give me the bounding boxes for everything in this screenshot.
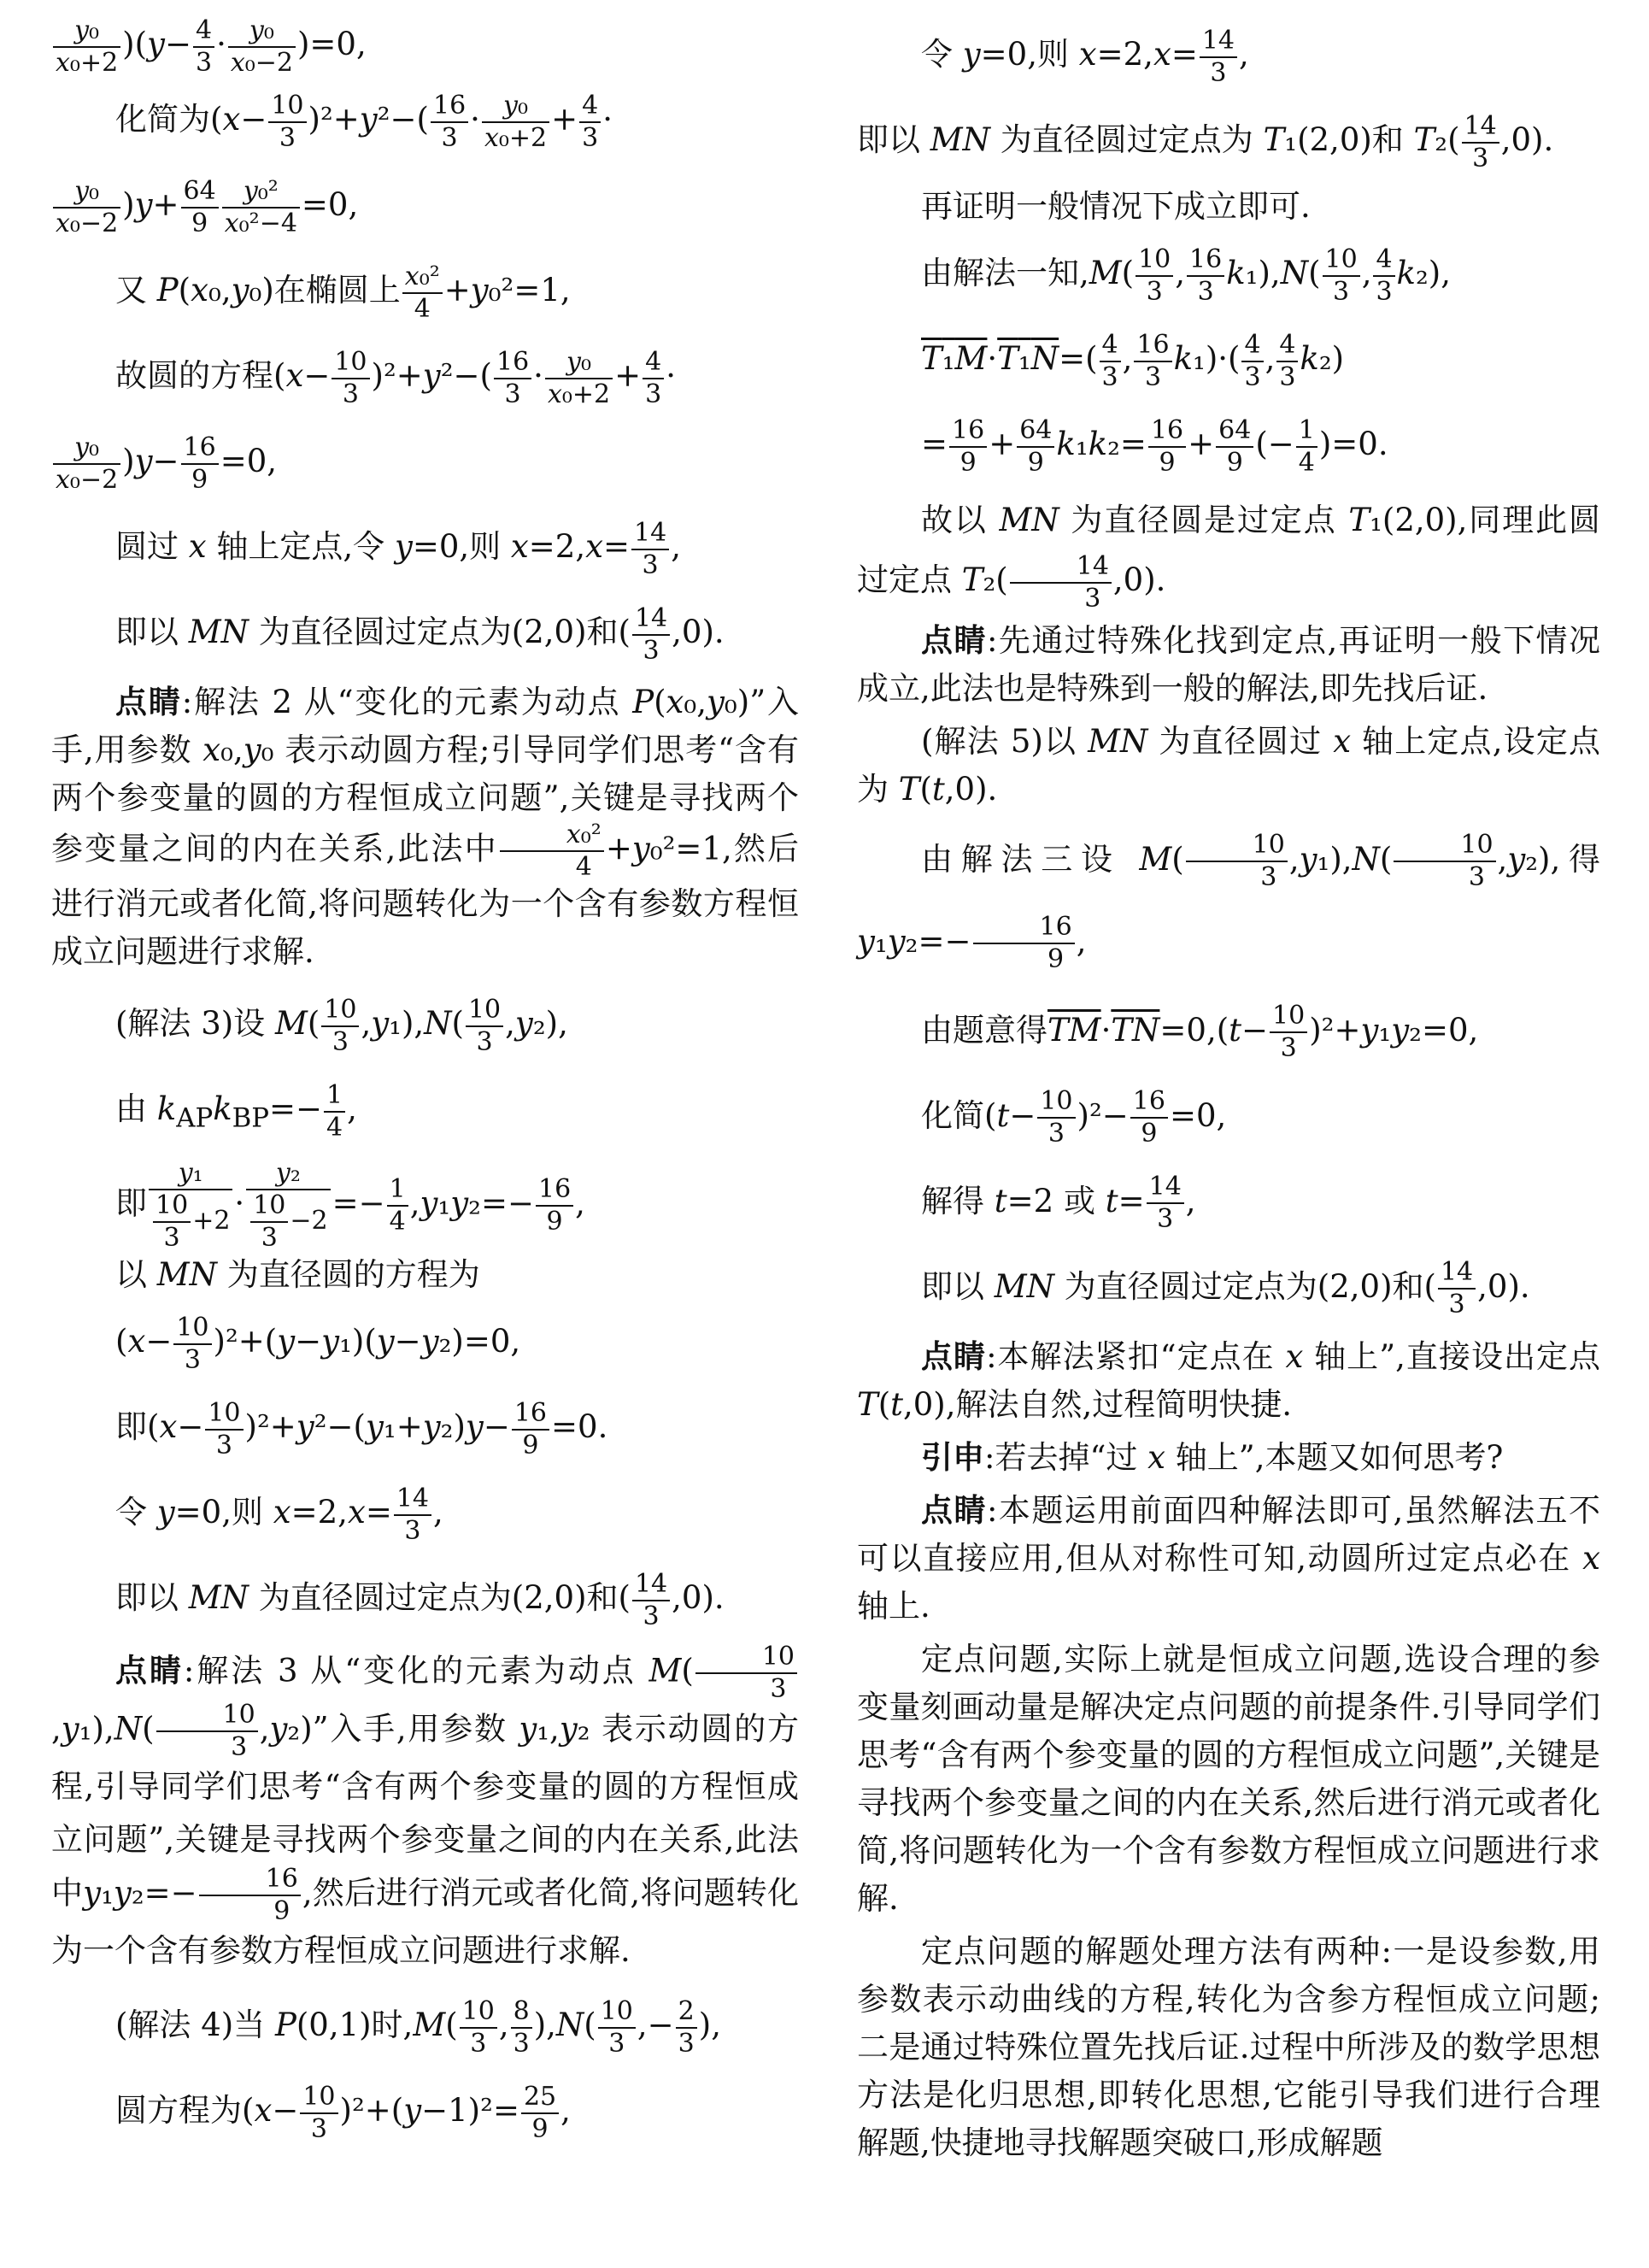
equation-line: (解法 3)设 M( $\frac{10}{3}$ ,y₁),N( $\frac{10}{3}$ ,y₂), (115, 994, 568, 1057)
equation-line: $\frac{\text{y₀}}{\text{x₀−2}}$ )y+ $\frac{64}{9}$ $\frac{\text{y₀²}}{\text{x₀²−4}}$ =0, (51, 162, 799, 248)
equation-line: 化简为(x− $\frac{10}{3}$ )²+y²−( $\frac{16}{3}$ · $\frac{\text{y₀}}{\text{x₀+2}}$ + $\frac{4}{3}$ · (115, 90, 613, 153)
equation-line: 圆方程为(x− $\frac{10}{3}$ )²+(y−1)²= $\frac{25}{9}$ , (115, 2081, 571, 2144)
equation-line: = $\frac{16}{9}$ + $\frac{64}{9}$ k₁k₂= $\frac{16}{9}$ + $\frac{64}{9}$ (− $\frac{1}{4}$ )=0. (921, 414, 1388, 478)
comment-label: 点睛 (115, 684, 182, 720)
equation-line: 即(x− $\frac{10}{3}$ )²+y²−(y₁+y₂)y− $\frac{16}{9}$ =0. (115, 1397, 608, 1460)
comment-paragraph: 点睛:解法 2 从“变化的元素为动点 P(x₀,y₀)”入手,用参数 x₀,y₀ 表示动圆方程;引导同学们思考“含有两个参变量的圆的方程恒成立问题”,关键是寻找两个参变量之间的内在关系,此法中 $\frac{\text{x₀²}}{4}$ +y₀²=1,然后进行消元或者化简,将问题转化为一个含有参数方程恒成立问题进行求解. (51, 684, 799, 970)
right-column (857, 12, 1600, 2172)
comment-label: 点睛 (921, 1491, 987, 1529)
equation-line: (解法 4)当 P(0,1)时,M( $\frac{10}{3}$ , $\frac{8}{3}$ ),N( $\frac{10}{3}$ ,− $\frac{2}{3}$ ), (115, 1995, 721, 2059)
comment-label: 点睛 (921, 621, 987, 659)
equation-line: 又 P(x₀,y₀)在椭圆上 $\frac{\text{x₀²}}{4}$ +y₀²=1, (115, 261, 571, 324)
summary-paragraph: 定点问题,实际上就是恒成立问题,选设合理的参变量刻画动量是解决定点问题的前提条件.引导同学们思考“含有两个参变量的圆的方程恒成立问题”,关键是寻找两个参变量之间的内在关系,然后进行消元或者化简,将问题转化为一个含有参数方程恒成立问题进行求解. (857, 1640, 1600, 1917)
equation-line: 由 $k_{AP}k_{BP}=-$ $\frac{1}{4}$ , (115, 1079, 357, 1143)
comment-paragraph: 点睛:本解法紧扣“定点在 x 轴上”,直接设出定点 T(t,0),解法自然,过程简明快捷. (857, 1337, 1601, 1423)
left-column (51, 12, 799, 2153)
comment-paragraph: 点睛:解法 3 从“变化的元素为动点 M( $\frac{10}{3}$ ,y₁),N( $\frac{10}{3}$ ,y₂)”入手,用参数 y₁,y₂ 表示动圆的方程,引导同学们思考“含有两个参变量的圆的方程恒成立问题”,关键是寻找两个参变量之间的内在关系,此法中y₁y₂=− $\frac{16}{9}$ ,然后进行消元或者化简,将问题转化为一个含有参数方程恒成立问题进行求解. (51, 1642, 799, 1970)
comment-label: 点睛 (921, 1337, 987, 1375)
text-line: 再证明一般情况下成立即可. (921, 188, 1311, 225)
equation-line: 令 y=0,则 x=2,x= $\frac{14}{3}$ , (921, 25, 1249, 88)
equation-line: 圆过 x 轴上定点,令 y=0,则 x=2,x= $\frac{14}{3}$ , (115, 517, 681, 580)
summary-paragraph: 定点问题的解题处理方法有两种:一是设参数,用参数表示动曲线的方程,转化为含参方程恒成立问题;二是通过特殊位置先找后证.过程中所涉及的数学思想方法是化归思想,即转化思想,它能引导我们进行合理解题,快捷地寻找解题突破口,形成解题 (857, 1932, 1600, 2161)
equation-line: T₁M·T₁N=( $\frac{4}{3}$ , $\frac{16}{3}$ k₁)·( $\frac{4}{3}$ , $\frac{4}{3}$ k₂) (921, 329, 1345, 392)
equation-line: 令 y=0,则 x=2,x= $\frac{14}{3}$ , (115, 1483, 443, 1546)
equation-line: $\frac{\text{y₀}}{\text{x₀+2}}$ )(y− $\frac{4}{3}$ · $\frac{\text{y₀}}{\text{x₀−2}}$ )=0, (51, 12, 799, 77)
equation-line: 由解法一知,M( $\frac{10}{3}$ , $\frac{16}{3}$ k₁),N( $\frac{10}{3}$ , $\frac{4}{3}$ k₂), (921, 244, 1451, 307)
equation-line: 即 y₁ $\frac{10}{3}$ +2 · y₂ $\frac{10}{3}$ −2 =− $\frac{1}{4}$ ,y₁y₂=− $\frac{16}{9}$ , (115, 1158, 585, 1254)
equation-line: 由题意得$\overline{TM}\cdot\overline{TN}=0,(t-$ $\frac{10}{3}$ )²+y₁y₂=0, (921, 1001, 1479, 1063)
equation-line: 即以 MN 为直径圆过定点为 T₁(2,0)和 T₂( $\frac{14}{3}$ ,0). (857, 110, 1554, 173)
extension-label: 引申 (921, 1438, 984, 1476)
equation-line: 即以 MN 为直径圆过定点为(2,0)和( $\frac{14}{3}$ ,0). (921, 1257, 1530, 1319)
comment-label: 点睛 (115, 1652, 184, 1689)
text-paragraph: (解法 5)以 MN 为直径圆过 x 轴上定点,设定点为 T(t,0). (857, 722, 1601, 808)
text-paragraph: 故以 MN 为直径圆是过定点 T₁(2,0),同理此圆过定点 T₂( $\frac{14}{3}$ ,0). (857, 502, 1601, 614)
equation-line: 即以 MN 为直径圆过定点为(2,0)和( $\frac{14}{3}$ ,0). (115, 1568, 725, 1631)
equation-paragraph: 由解法三设 M( $\frac{10}{3}$ ,y₁),N( $\frac{10}{3}$ ,y₂),得 y₁y₂=− $\frac{16}{9}$ , (857, 830, 1601, 974)
equation-line: 即以 MN 为直径圆过定点为(2,0)和( $\frac{14}{3}$ ,0). (115, 602, 725, 666)
comment-paragraph: 点睛:本题运用前面四种解法即可,虽然解法五不可以直接应用,但从对称性可知,动圆所过定点必在 x 轴上. (857, 1491, 1600, 1625)
text-line: 以 MN 为直径圆的方程为 (115, 1256, 480, 1294)
equation-line: (x− $\frac{10}{3}$ )²+(y−y₁)(y−y₂)=0, (115, 1312, 521, 1375)
equation-line: $\frac{\text{y₀}}{\text{x₀−2}}$ )y− $\frac{16}{9}$ =0, (51, 419, 799, 504)
extension-paragraph: 引申:若去掉“过 x 轴上”,本题又如何思考? (921, 1438, 1504, 1476)
equation-line: 解得 t=2 或 t= $\frac{14}{3}$ , (921, 1172, 1196, 1234)
equation-line: 化简(t− $\frac{10}{3}$ )²− $\frac{16}{9}$ =0, (921, 1086, 1227, 1149)
equation-line: 故圆的方程(x− $\frac{10}{3}$ )²+y²−( $\frac{16}{3}$ · $\frac{\text{y₀}}{\text{x₀+2}}$ + $\frac{4}{3}$ · (115, 346, 676, 409)
comment-paragraph: 点睛:先通过特殊化找到定点,再证明一般下情况成立,此法也是特殊到一般的解法,即先找后证. (857, 621, 1600, 707)
